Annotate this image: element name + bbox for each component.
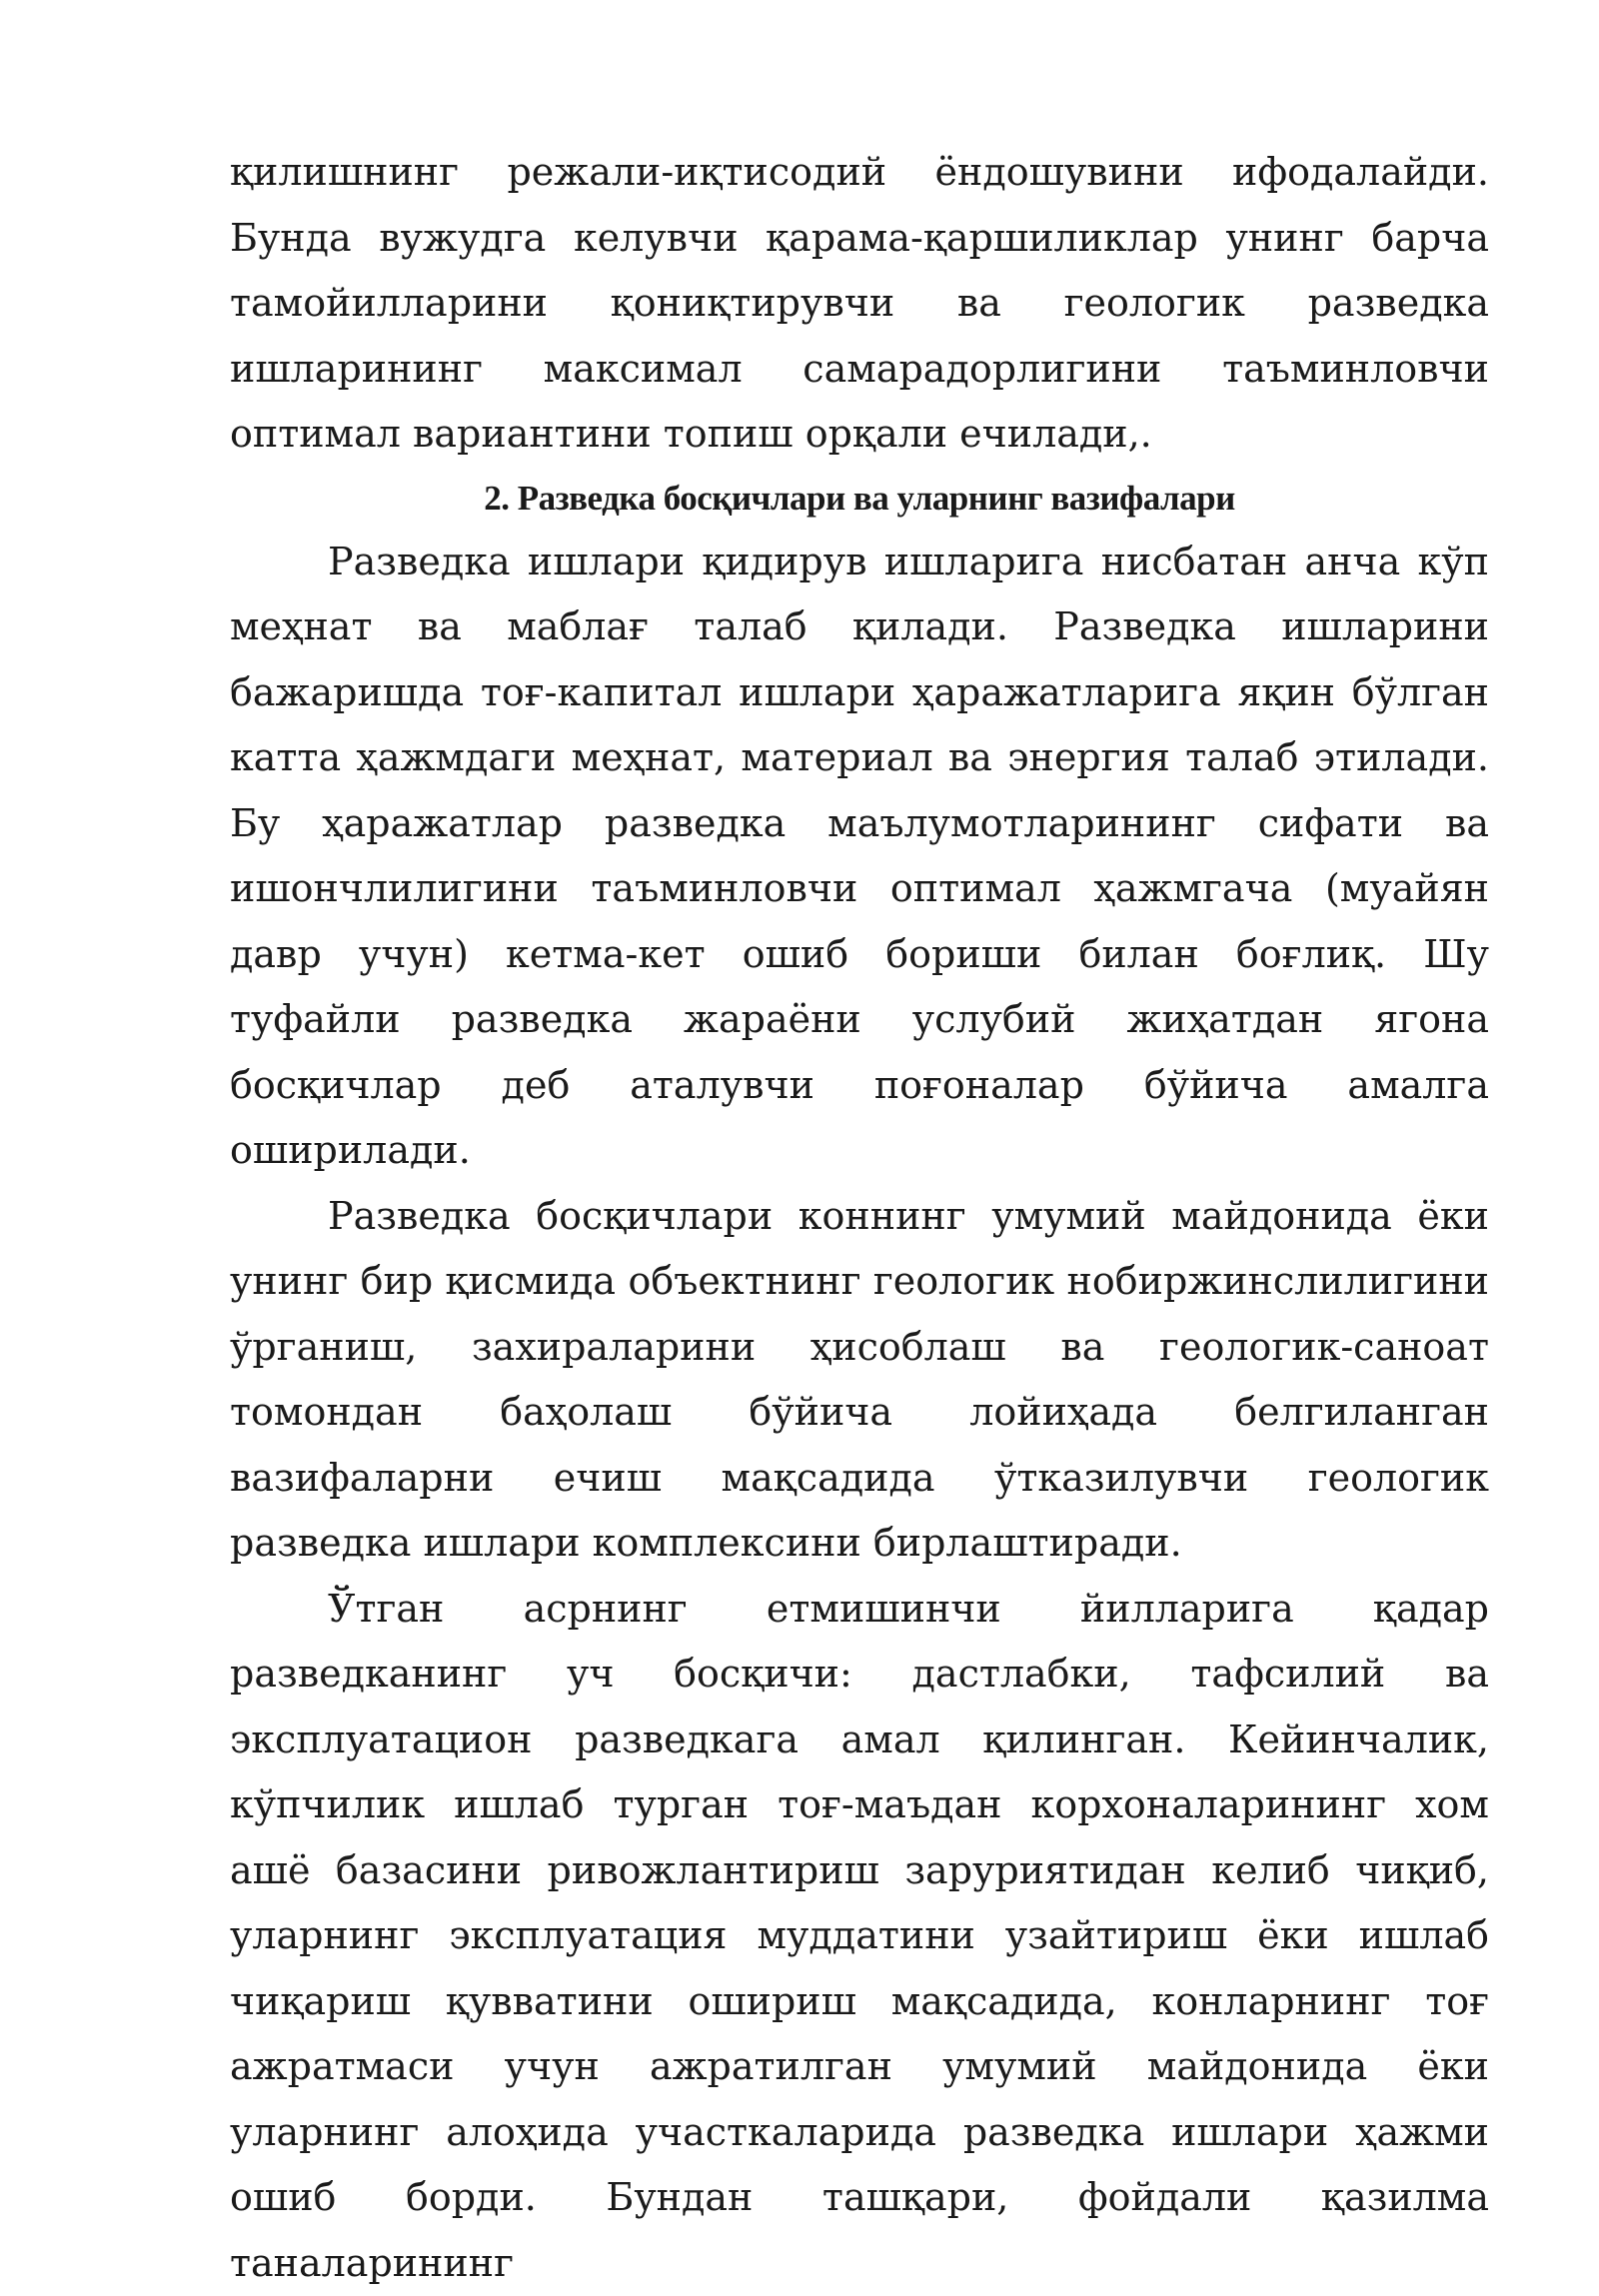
document-page	[230, 140, 1489, 2296]
intro-paragraph: қилишнинг режали-иқтисодий ёндошувини ифодалайди. Бунда вужудга келувчи қарама-қаршиликлар унинг барча тамойилларини қониқтирувчи ва геологик разведка ишларининг максимал самарадорлигини таъминловчи оптимал вариантини топиш орқали ечилади,.	[230, 140, 1489, 468]
body-paragraph: Разведка босқичлари коннинг умумий майдонида ёки унинг бир қисмида объектнинг геологик нобиржинслилигини ўрганиш, захираларини ҳисоблаш ва геологик-саноат томондан баҳолаш бўйича лойиҳада белгиланган вазифаларни ечиш мақсадида ўтказилувчи геологик разведка ишлари комплексини бирлаштиради.	[230, 1184, 1489, 1577]
body-paragraph: Разведка ишлари қидирув ишларига нисбатан анча кўп меҳнат ва маблағ талаб қилади. Разведка ишларини бажаришда тоғ-капитал ишлари ҳаражатларига яқин бўлган катта ҳажмдаги меҳнат, материал ва энергия талаб этилади. Бу ҳаражатлар разведка маълумотларининг сифати ва ишончлилигини таъминловчи оптимал ҳажмгача (муайян давр учун) кетма-кет ошиб бориши билан боғлиқ. Шу туфайли разведка жараёни услубий жиҳатдан ягона босқичлар деб аталувчи поғоналар бўйича амалга оширилади.	[230, 530, 1489, 1184]
body-paragraph: Ўтган асрнинг етмишинчи йилларига қадар разведканинг уч босқичи: дастлабки, тафсилий ва эксплуатацион разведкага амал қилинган. Кейинчалик, кўпчилик ишлаб турган тоғ-маъдан корхоналарининг хом ашё базасини ривожлантириш заруриятидан келиб чиқиб, уларнинг эксплуатация муддатини узайтириш ёки ишлаб чиқариш қувватини ошириш мақсадида, конларнинг тоғ ажратмаси учун ажратилган умумий майдонида ёки уларнинг алоҳида участкаларида разведка ишлари ҳажми ошиб борди. Бундан ташқари, фойдали қазилма таналарининг	[230, 1577, 1489, 2296]
section-heading: 2. Разведка босқичлари ва уларнинг вазифалари	[230, 468, 1489, 530]
